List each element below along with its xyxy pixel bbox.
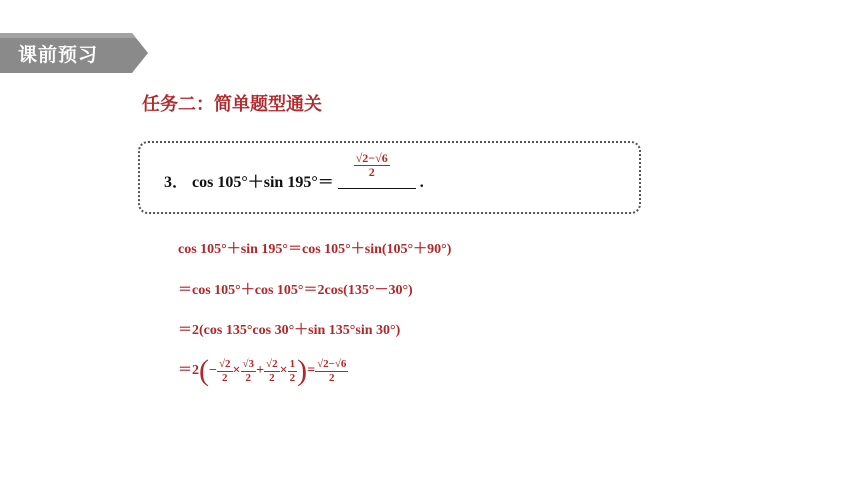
question-box [138,141,641,214]
frac-den: 2 [289,371,296,384]
fraction-1-over-2 [288,358,298,383]
frac-num: √2 [218,358,231,371]
frac-num: √2−√6 [317,358,347,371]
frac-den: 2 [245,371,252,384]
question-line [164,151,424,192]
answer-denominator: 2 [368,165,375,180]
question-number: 3． [164,174,189,191]
line4-prefix: ＝2 [178,363,199,379]
solution-line-1: cos 105°＋sin 195°＝cos 105°＋sin(105°＋90°) [178,242,452,257]
solution-line-2: ＝cos 105°＋cos 105°＝2cos(135°－30°) [178,283,413,298]
frac-den: 2 [269,371,275,384]
fraction-sqrt3-over-2 [241,358,257,383]
question-expression: cos 105°＋sin 195°＝ [192,174,334,191]
section-banner [0,33,148,73]
result-fraction [315,358,348,383]
open-paren: ( [199,354,209,387]
task-title: 任务二：简单题型通关 [142,94,322,115]
close-paren: ) [297,354,308,387]
frac-num: 1 [289,358,296,371]
solution-line-4 [178,356,348,386]
frac-num: √2 [266,358,278,371]
times-sign: × [279,363,288,379]
frac-num: √3 [242,358,255,371]
plus-sign: + [256,363,265,379]
times-sign: × [232,363,241,379]
fraction-sqrt2-over-2 [217,358,233,383]
answer-blank [338,151,416,189]
answer-fraction [354,152,390,179]
line4-minus: − [209,363,217,379]
equals-sign: = [307,363,316,379]
answer-numerator: √2−√6 [355,151,388,165]
solution-line-3: ＝2(cos 135°cos 30°＋sin 135°sin 30°) [178,323,401,338]
frac-den: 2 [328,371,335,384]
banner-label: 课前预习 [18,44,99,66]
question-end-punct: . [419,174,424,191]
frac-den: 2 [222,371,228,384]
fraction-sqrt2-over-2 [264,358,280,383]
